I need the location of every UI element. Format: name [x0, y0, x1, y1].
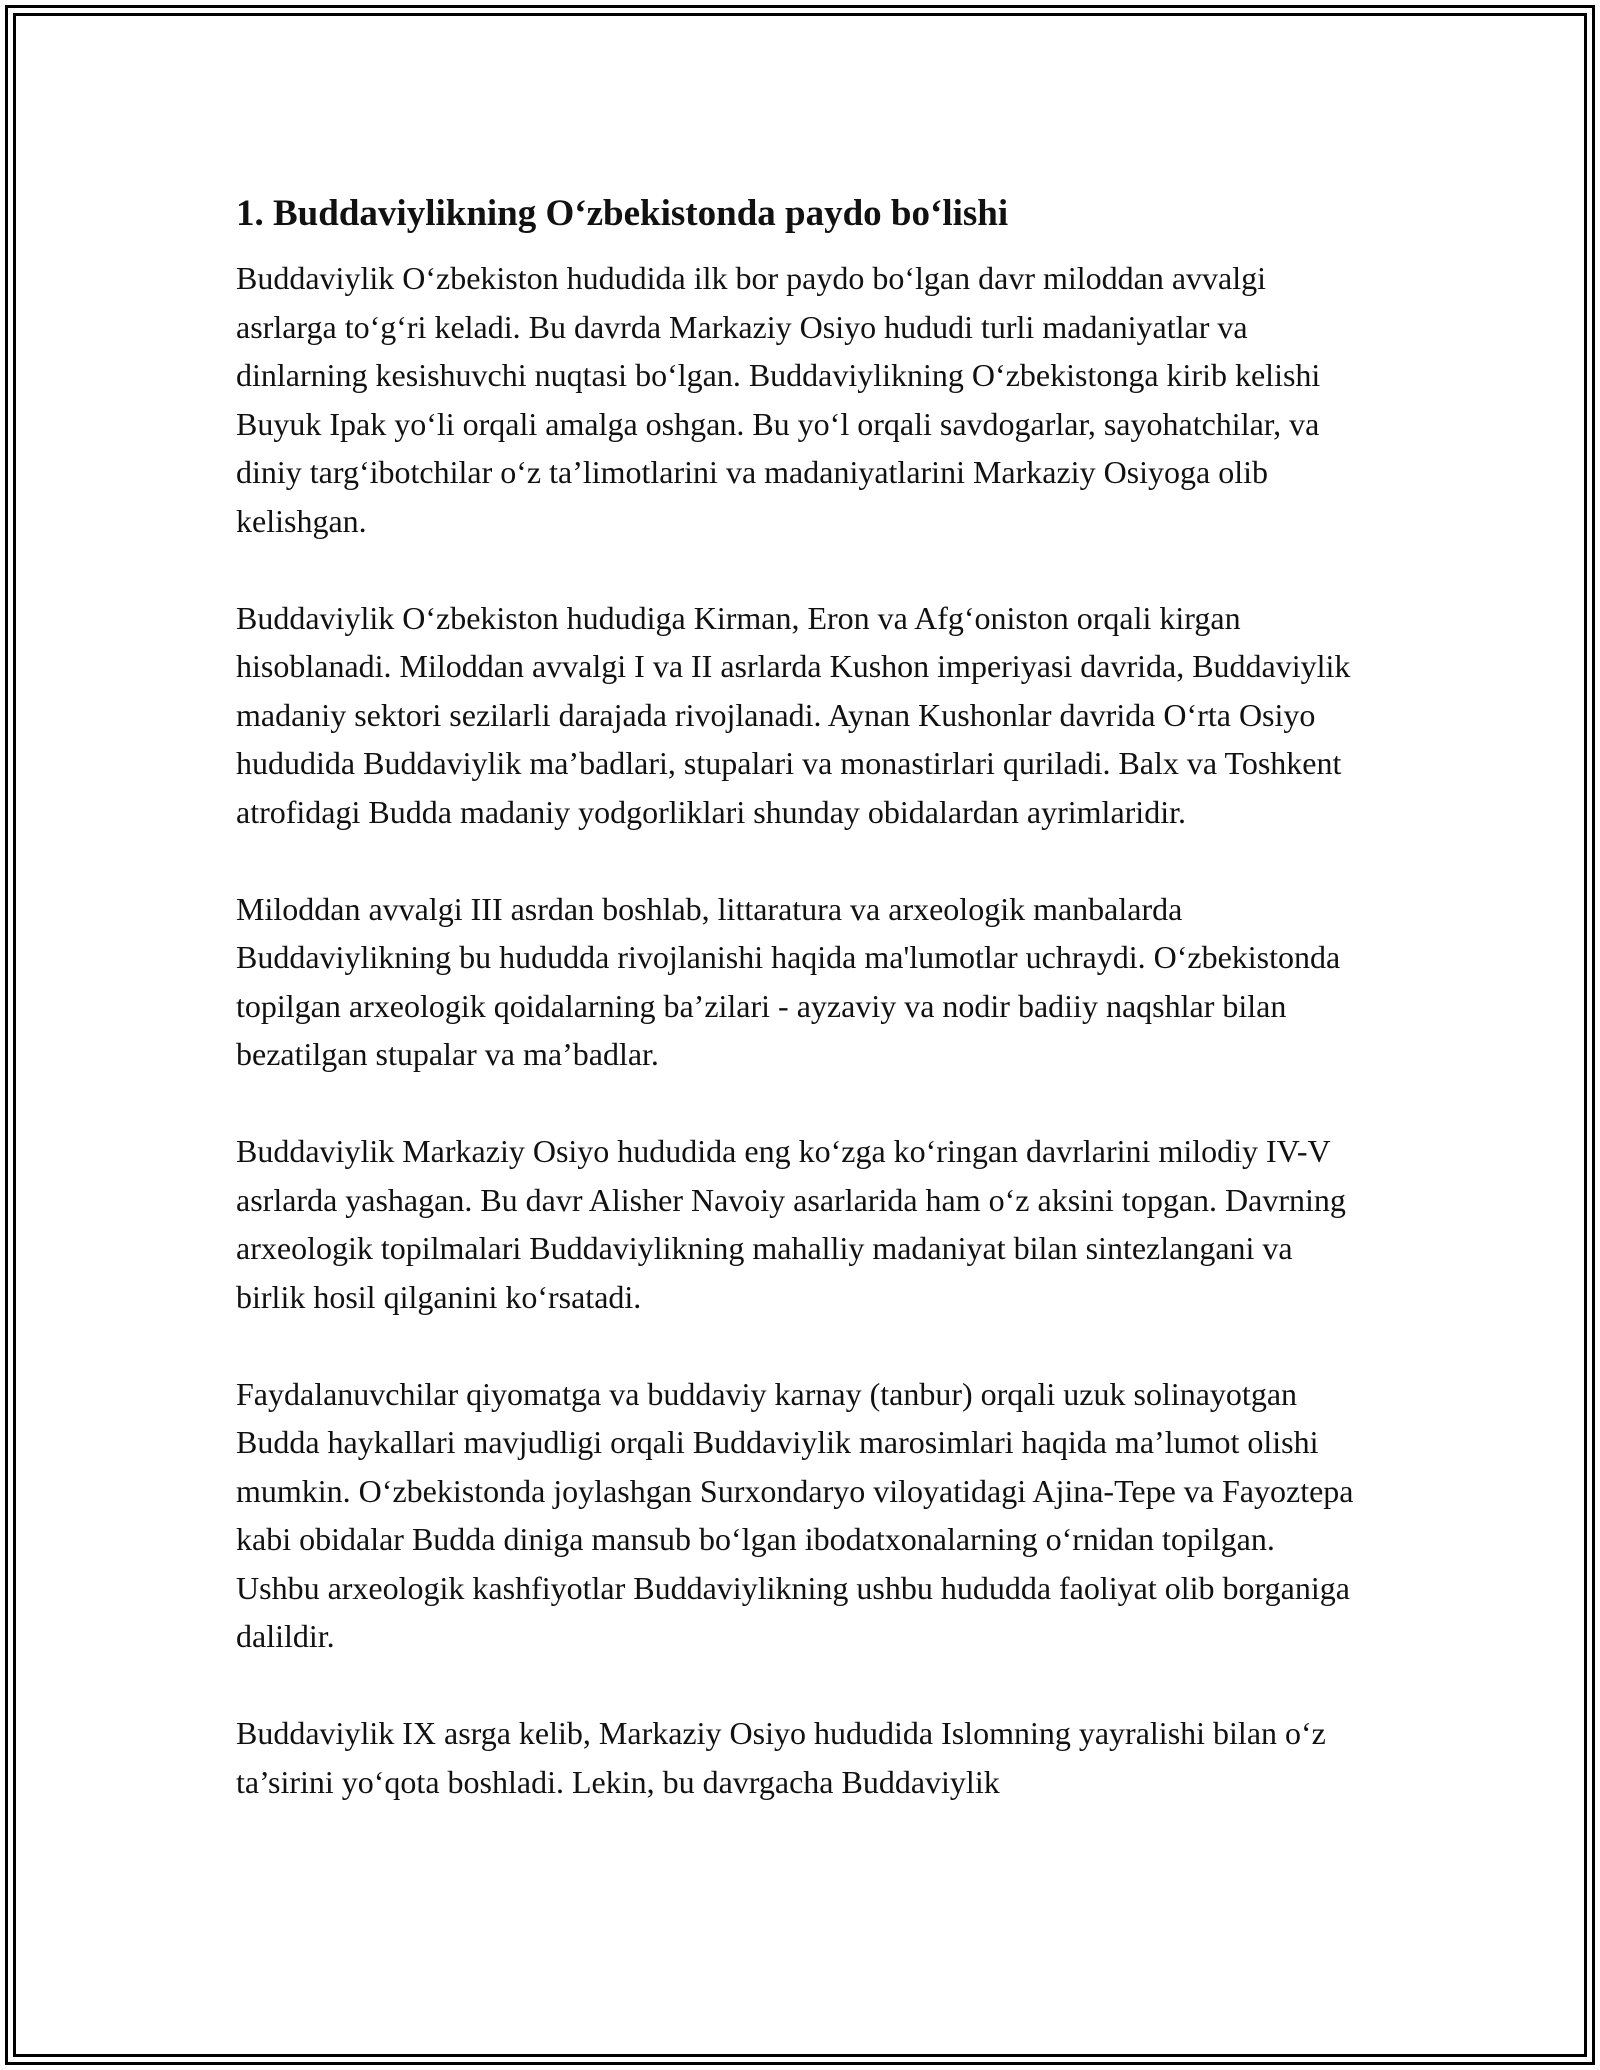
paragraph-origin: Buddaviylik O‘zbekiston hududida ilk bor paydo bo‘lgan davr miloddan avvalgi asrlarga to‘g‘ri keladi. Bu davrda Markaziy Osiyo hududi turli madaniyatlar va dinlarning kesishuvchi nuqtasi bo‘lgan. Buddaviylikning O‘zbekistonga kirib kelishi Buyuk Ipak yo‘li orqali amalga oshgan. Bu yo‘l orqali savdogarlar, sayohatchilar, va diniy targ‘ibotchilar o‘z ta’limotlarini va madaniyatlarini Markaziy Osiyoga olib kelishgan.: [236, 260, 1321, 539]
document-body: [236, 186, 1366, 1855]
paragraph-archaeology: Miloddan avvalgi III asrdan boshlab, littaratura va arxeologik manbalarda Buddaviylikning bu hududda rivojlanishi haqida ma'lumotlar uchraydi. O‘zbekistonda topilgan arxeologik qoidalarning ba’zilari - ayzaviy va nodir badiiy naqshlar bilan bezatilgan stupalar va ma’badlar.: [236, 890, 1341, 1072]
paragraph-decline: Buddaviylik IX asrga kelib, Markaziy Osiyo hududida Islomning yayralishi bilan o‘z ta’sirini yo‘qota boshladi. Lekin, bu davrgacha Buddaviylik: [236, 1715, 1326, 1800]
page-title: 1. Buddaviylikning O‘zbekistonda paydo bo‘lishi: [236, 193, 1009, 234]
paragraph-monuments: Faydalanuvchilar qiyomatga va buddaviy karnay (tanbur) orqali uzuk solinayotgan Budda haykallari mavjudligi orqali Buddaviylik marosimlari haqida ma’lumot olishi mumkin. O‘zbekistonda joylashgan Surxondaryo viloyatidagi Ajina-Tepe va Fayoztepa kabi obidalar Budda diniga mansub bo‘lgan ibodatxonalarning o‘rnidan topilgan. Ushbu arxeologik kashfiyotlar Buddaviylikning ushbu hududda faoliyat olib borganiga dalildir.: [236, 1375, 1354, 1654]
paragraph-golden-age: Buddaviylik Markaziy Osiyo hududida eng ko‘zga ko‘ringan davrlarini milodiy IV-V asrlarda yashagan. Bu davr Alisher Navoiy asarlarida ham o‘z aksini topgan. Davrning arxeologik topilmalari Buddaviylikning mahalliy madaniyat bilan sintezlangani va birlik hosil qilganini ko‘rsatadi.: [236, 1133, 1346, 1315]
paragraph-kushan-era: Buddaviylik O‘zbekiston hududiga Kirman, Eron va Afg‘oniston orqali kirgan hisoblanadi. Miloddan avvalgi I va II asrlarda Kushon imperiyasi davrida, Buddaviylik madaniy sektori sezilarli darajada rivojlanadi. Aynan Kushonlar davrida O‘rta Osiyo hududida Buddaviylik ma’badlari, stupalari va monastirlari quriladi. Balx va Toshkent atrofidagi Budda madaniy yodgorliklari shunday obidalardan ayrimlaridir.: [236, 599, 1351, 830]
